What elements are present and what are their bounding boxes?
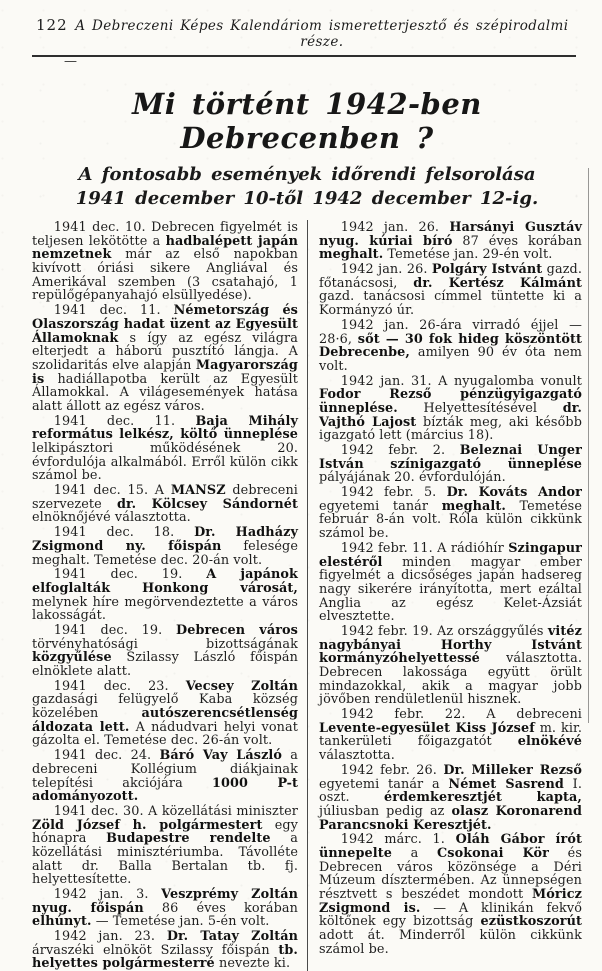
text-run-bold: Levente-egyesület Kiss József — [319, 720, 535, 736]
text-run-bold: ezüstkoszorút — [480, 914, 582, 930]
text-run: 1941 dec. 11. — [53, 413, 196, 429]
text-run-bold: elhúnyt. — [32, 914, 92, 930]
text-run-bold: Magyarország is — [32, 357, 298, 387]
text-run-bold: Dr. Milleker Rezső — [443, 762, 582, 778]
text-run-bold: MANSZ — [170, 483, 226, 499]
text-run: elnöknőjévé választotta. — [32, 510, 191, 526]
text-run-bold: Báró Vay László — [159, 748, 283, 764]
subtitle-line-1: A fontosabb események időrendi felsorolása — [78, 164, 536, 185]
text-run: 1942 jan. 26. — [340, 262, 432, 278]
text-run-bold: meghalt. — [441, 498, 506, 514]
text-run: árvaszéki elnököt Szilassy főispán — [32, 942, 279, 958]
text-run-bold: Csokonai Kör — [436, 845, 550, 861]
text-run-bold: meghalt. — [319, 247, 384, 263]
text-run: 1942 febr. 11. A rádióhír — [340, 540, 509, 556]
text-run-bold: Debrecen város — [176, 622, 298, 638]
entry-paragraph — [32, 415, 298, 483]
text-run: gazdasági felügyelő Kaba község közelében — [32, 692, 298, 722]
text-run: 1941 dec. 19. — [53, 622, 177, 638]
text-run: lelkipásztori működésének 20. évfordulója alkalmából. Erről külön cikk számol be. — [32, 441, 298, 484]
text-run: — A klinikán fekvő költőnek egy bizottság — [319, 900, 583, 930]
text-run-bold: olasz Koronarend Parancsnoki Keresztjét. — [319, 803, 582, 833]
text-run-bold: autószerencsétlenség áldozata lett. — [32, 706, 298, 735]
text-run-bold: Vecsey Zoltán — [185, 678, 298, 694]
entry-paragraph — [319, 833, 582, 956]
entry-paragraph — [319, 542, 582, 624]
entry-paragraph — [319, 375, 582, 443]
text-run-bold: Harsányi Gusztáv nyug. kúriai bíró — [319, 220, 582, 249]
entry-paragraph — [319, 625, 582, 707]
entry-paragraph — [32, 304, 298, 414]
text-run-bold: Budapestre rendelte — [106, 831, 271, 847]
text-run-bold: érdemkeresztjét kapta, — [384, 790, 582, 806]
entry-paragraph — [32, 221, 298, 303]
entry-paragraph — [32, 805, 298, 887]
text-run: — Temetése jan. 5-én volt. — [91, 914, 270, 930]
subtitle-line-2: 1941 december 10-től 1942 december 12-ig. — [75, 188, 539, 209]
text-run: 1941 dec. 24. — [53, 748, 160, 764]
text-run-bold: Móricz Zsigmond is. — [319, 887, 582, 916]
text-run: m. kir. tankerületi főigazgatót — [319, 720, 582, 750]
text-run-bold: Dr. Kováts Andor — [446, 485, 582, 501]
entry-paragraph — [319, 444, 582, 485]
text-run: júliusban pedig az — [319, 803, 452, 819]
text-run-bold: Beleznai Unger István színigazgató ünneplése — [319, 443, 582, 472]
text-run-bold: sőt — 30 fok hideg köszöntött Debrecenbe, — [319, 331, 582, 361]
text-run-bold: Oláh Gábor írót ünnepelte — [319, 832, 582, 861]
text-run: 1942 febr. 22. A debreceni — [340, 707, 582, 723]
text-run: és Debrecen város közönsége a Déri Múzeum dísztermében. Az ünnepségen résztvett s beszédet mondott — [319, 845, 582, 902]
text-run: Helyettesítésével — [397, 400, 563, 416]
entry-paragraph — [32, 526, 298, 567]
column-right — [307, 220, 582, 971]
text-run: a közellátási minisztériumba. Távolléte alatt dr. Balla Bertalan tb. fj. helyettesítette. — [32, 831, 299, 888]
text-run: a debreceni Kollégium diákjainak telepítési akciójára — [32, 748, 298, 791]
page-title: Mi történt 1942-ben Debrecenben ? — [132, 87, 482, 155]
text-run: 1942 jan. 26-ára virradó éjjel — 28·6, — [319, 317, 582, 347]
text-run: 1941 dec. 23. — [53, 678, 186, 694]
text-run: bízták meg, aki később igazgató lett (március 18). — [319, 414, 582, 444]
entry-paragraph — [319, 319, 582, 374]
entry-paragraph — [32, 680, 298, 748]
text-run-bold: dr. Vajthó Lajost — [319, 400, 582, 430]
text-run: már az első napokban kivívott óriási sikere Angliával és Amerikával szemben (3 csatahajó, 1 repülőgépanyahajó elsüllyedése). — [32, 247, 298, 304]
header-dash: — — [64, 54, 77, 69]
text-run-bold: dr. Kölcsey Sándornét — [116, 496, 298, 512]
text-run: 1941 dec. 19. — [53, 567, 207, 583]
text-run-bold: vitéz nagybányai Horthy Istvánt kormányzóhelyettessé — [319, 623, 582, 667]
text-run: választotta. Debrecen lakossága együtt örült mindazokkal, akik a magyar jobb jövőben rendületlenül hisznek. — [319, 651, 582, 708]
text-run: melynek híre megörvendeztette a város lakosságát. — [32, 594, 298, 624]
text-run: minden magyar ember figyelmét a dicsőséges japán hadsereg nagy sikerére irányította, mert ezáltal Anglia az egész Kelet-Ázsiát elvesztette. — [319, 554, 582, 625]
text-run-bold: Szingapur elestéről — [319, 540, 582, 570]
text-run-bold: közgyűlése — [32, 650, 112, 666]
text-run: 1941 dec. 18. — [53, 525, 195, 541]
text-run: felesége meghalt. Temetése dec. 20-án volt. — [32, 538, 298, 568]
text-run-bold: Polgáry Istvánt — [431, 262, 543, 278]
text-run: adott át. Minderről külön cikkünk számol be. — [319, 928, 582, 957]
text-run: I. oszt. — [319, 776, 582, 806]
text-run: pályájának 20. évfordulóján. — [319, 470, 506, 486]
text-run-bold: Baja Mihály református lelkész, költő ünneplése — [32, 413, 298, 443]
text-run-bold: Veszprémy Zoltán nyug. főispán — [32, 887, 298, 916]
entry-paragraph — [319, 486, 582, 541]
text-run: 1942 jan. 3. — [53, 887, 162, 902]
text-run: gazd. tanácsosi címmel tüntette ki a Kormányzó úr. — [319, 289, 582, 319]
text-run-bold: A japánok elfoglalták Honkong városát, — [32, 567, 298, 596]
entry-paragraph — [319, 221, 582, 262]
text-run: Temetése február 8-án volt. Róla külön cikkünk számol be. — [319, 498, 582, 542]
text-run: egyetemi tanár a — [319, 776, 449, 792]
entry-paragraph — [319, 263, 582, 318]
text-run: 1941 dec. 11. — [53, 303, 174, 319]
text-run: 1942 jan. 31. A nyugalomba vonult — [340, 373, 582, 389]
text-run: 1941 dec. 15. A — [53, 483, 171, 499]
text-run: s így az egész világra elterjedt a háború pusztító lángja. A szolidaritás elve alapján — [32, 330, 298, 373]
text-run-bold: tb. helyettes polgármesterré — [32, 942, 298, 971]
text-run-bold: Dr. Hadházy Zsigmond ny. főispán — [32, 525, 298, 554]
text-run: amilyen 90 év óta nem volt. — [319, 345, 582, 374]
text-run: 1942 márc. 1. — [340, 832, 456, 848]
text-run: hadiállapotba került az Egyesült Államokkal. A világesemények hatása alatt állott az egész város. — [32, 371, 298, 414]
text-run: egyetemi tanár — [319, 498, 442, 514]
entry-paragraph — [32, 930, 298, 971]
text-run: 1942 febr. 26. — [340, 762, 444, 778]
text-run: 1942 febr. 5. — [340, 485, 447, 501]
text-run-bold: elnökévé — [517, 734, 582, 750]
column-left — [32, 220, 307, 971]
entry-paragraph — [32, 484, 298, 525]
text-run: Szilassy László főispán elnöklete alatt. — [32, 650, 298, 679]
text-run-bold: Német Sasrend — [448, 776, 564, 792]
text-run: nevezte ki. — [214, 956, 291, 971]
text-run-bold: Fodor Rezső pénzügyigazgató ünneplése. — [319, 387, 582, 416]
text-run: 86 éves korában — [143, 900, 298, 916]
text-run: 1942 febr. 2. — [340, 443, 460, 458]
text-run: 1941 dec. 10. Debrecen figyelmét is teljesen lekötötte a — [32, 220, 298, 249]
scan-edge-artifact — [588, 168, 590, 723]
text-run: törvényhatósági bizottságának — [32, 636, 298, 652]
page-number: 122 — [36, 16, 68, 34]
text-run: választotta. — [319, 748, 395, 764]
text-run: 1941 dec. 30. A közellátási miniszter — [53, 803, 298, 819]
entry-paragraph — [32, 568, 298, 623]
text-run: debreceni szervezete — [32, 483, 299, 512]
entry-paragraph — [32, 624, 298, 679]
entry-paragraph — [319, 764, 582, 832]
text-run: egy hónapra — [32, 817, 298, 847]
text-run: 1942 jan. 23. — [53, 929, 167, 945]
text-run: A nádudvari helyi vonat gázolta el. Temetése dec. 26-án volt. — [32, 719, 298, 749]
text-run: a — [391, 845, 437, 861]
text-run: gazd. főtanácsosi, — [319, 262, 582, 291]
text-run-bold: Dr. Tatay Zoltán — [166, 929, 298, 945]
running-title: A Debreczeni Képes Kalendáriom ismeretterjesztő és szépirodalmi része. — [75, 18, 569, 50]
text-run-bold: Németország és Olaszország hadat üzent az Egyesült Államoknak — [32, 303, 298, 346]
text-run: Temetése jan. 29-én volt. — [383, 247, 553, 263]
text-run-bold: 1000 P-t adományozott. — [32, 775, 298, 805]
text-run: 1942 febr. 19. Az országgyűlés — [340, 623, 548, 639]
text-run: 87 éves korában — [452, 233, 582, 249]
entry-paragraph — [32, 749, 298, 804]
entry-paragraph — [319, 708, 582, 763]
entry-paragraph — [32, 888, 298, 929]
text-run-bold: dr. Kertész Kálmánt — [413, 275, 582, 291]
text-run: 1942 jan. 26. — [340, 220, 450, 235]
article-columns — [32, 220, 582, 971]
text-run-bold: Zöld József h. polgármestert — [32, 817, 263, 833]
text-run-bold: hadbalépett japán nemzetnek — [32, 233, 298, 263]
running-header — [32, 16, 576, 57]
